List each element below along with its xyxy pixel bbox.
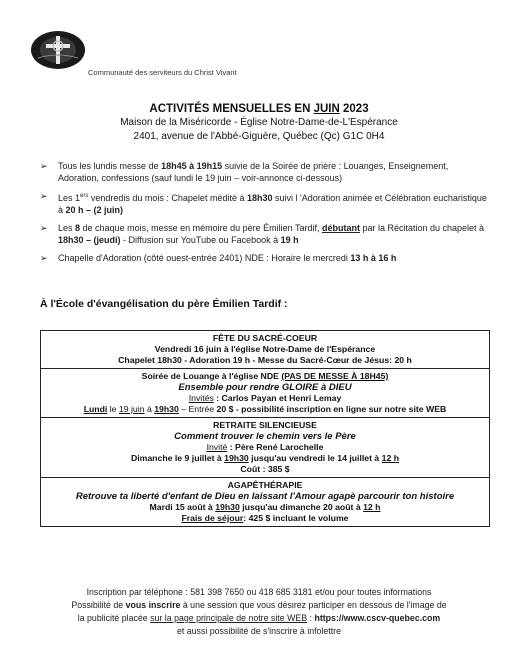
list-item: ➢ Les 8 de chaque mois, messe en mémoire du père Émilien Tardif, débutant par la Récitation du chapelet à 18h30 – (jeudi) - Diffusion sur YouTube ou Facebook à 19 h <box>40 223 485 245</box>
website-page-link[interactable]: sur la page principale de notre site WEB <box>150 613 308 623</box>
arrow-bullet-icon: ➢ <box>40 191 48 201</box>
footer-website-line: la publicité placée sur la page principale de notre site WEB : https://www.cscv-quebec.com <box>77 613 441 623</box>
location-line: Maison de la Miséricorde - Église Notre-Dame-de-L'Espérance <box>120 117 398 128</box>
event-agapetherapie: AGAPÊTHÉRAPIE Retrouve ta liberté d'enfant de Dieu en laissant l'Amour agapè parcourir ton histoire Mardi 15 août à 19h30 jusqu'au dimanche 20 août à 12 h Frais de séjour: 425 $ incluant le volume <box>41 478 490 527</box>
page-title: ACTIVITÉS MENSUELLES EN JUIN 2023 <box>149 103 369 115</box>
list-item: ➢ Les 1ers vendredis du mois : Chapelet médité à 18h30 suivi l 'Adoration animée et Célébration eucharistique à 20 h – (2 juin) <box>40 191 487 215</box>
footer-phone-line: Inscription par téléphone : 581 398 7650 ou 418 685 3181 et/ou pour toutes informations <box>86 587 432 597</box>
community-logo <box>30 30 86 70</box>
ecole-heading: À l'École d'évangélisation du père Émilien Tardif : <box>40 298 288 310</box>
list-item: ➢ Chapelle d'Adoration (côté ouest-entrée 2401) NDE : Horaire le mercredi 13 h à 16 h <box>40 253 397 263</box>
table-row <box>41 478 490 527</box>
footer-register-line: Possibilité de vous inscrire à une session que vous désirez participer en dessous de l'image de <box>71 600 447 610</box>
events-table <box>40 330 490 527</box>
table-row <box>41 369 490 418</box>
monthly-activities-list <box>40 160 490 270</box>
title-block <box>0 102 518 144</box>
event-soiree-louange: Soirée de Louange à l'église NDE (PAS DE MESSE À 18H45) Ensemble pour rendre GLOIRE à DIEU Invités : Carlos Payan et Henri Lemay Lundi le 19 juin à 19h30 – Entrée 20 $ - possibilité inscription en ligne sur notre site WEB <box>41 369 490 418</box>
table-row <box>41 331 490 369</box>
footer-info <box>0 586 518 638</box>
table-row <box>41 418 490 478</box>
arrow-bullet-icon: ➢ <box>40 223 48 233</box>
website-url-link[interactable]: https://www.cscv-quebec.com <box>314 613 441 623</box>
event-fete-sacre-coeur: FÊTE DU SACRÉ-COEUR Vendredi 16 juin à l'église Notre-Dame de l'Espérance Chapelet 18h30 - Adoration 19 h - Messe du Sacré-Cœur de Jésus: 20 h <box>41 331 490 369</box>
address-line: 2401, avenue de l'Abbé-Giguère, Québec (Qc) G1C 0H4 <box>133 131 385 142</box>
event-retraite-silencieuse: RETRAITE SILENCIEUSE Comment trouver le chemin vers le Père Invité : Père René Larochelle Dimanche le 9 juillet à 19h30 jusqu'au vendredi le 14 juillet à 12 h Coût : 385 $ <box>41 418 490 478</box>
arrow-bullet-icon: ➢ <box>40 161 48 171</box>
arrow-bullet-icon: ➢ <box>40 253 48 263</box>
list-item: ➢ Tous les lundis messe de 18h45 à 19h15 suivie de la Soirée de prière : Louanges, Enseignement, Adoration, confessions (sauf lundi le 19 juin – voir-annonce ci-dessous) <box>40 161 449 183</box>
footer-newsletter-line: et aussi possibilité de s'inscrire à infolettre <box>176 626 341 636</box>
org-name: Communauté des serviteurs du Christ Vivant <box>88 68 237 77</box>
